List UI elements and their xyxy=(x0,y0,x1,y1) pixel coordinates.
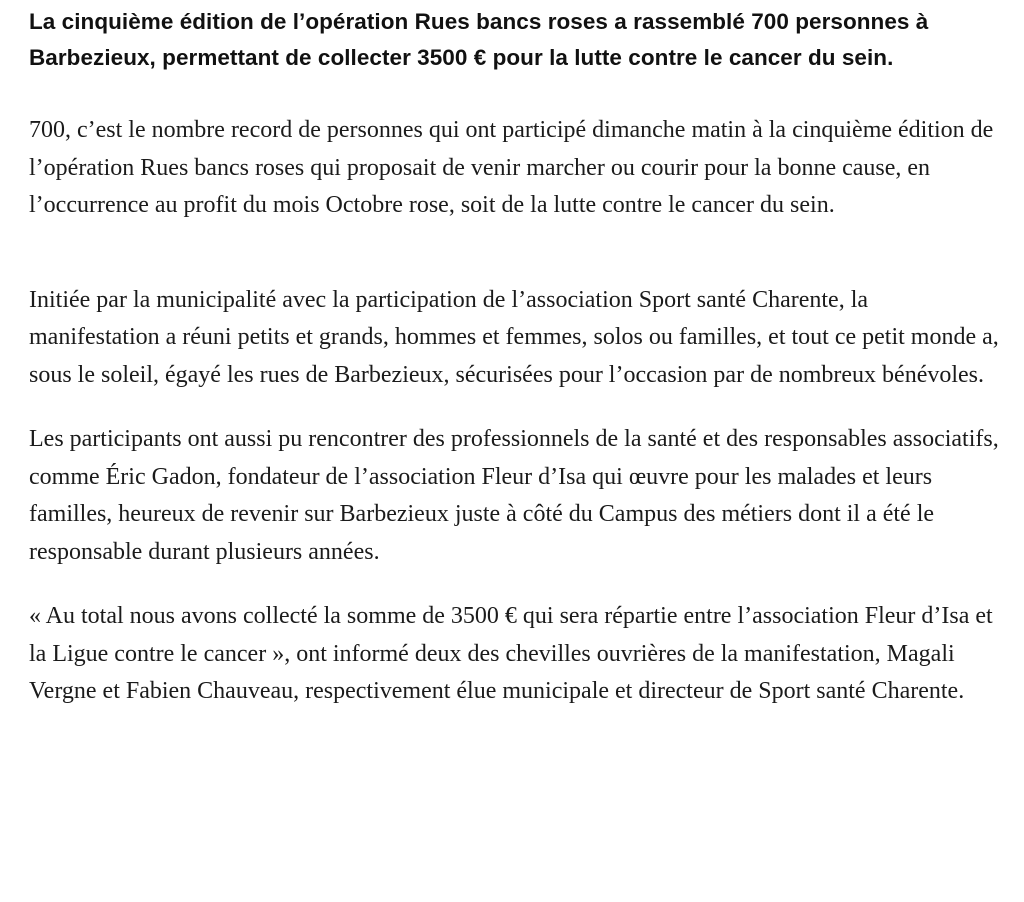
article-body xyxy=(29,0,1004,711)
article-paragraph: 700, c’est le nombre record de personnes qui ont participé dimanche matin à la cinquième édition de l’opération Rues bancs roses qui proposait de venir marcher ou courir pour la bonne cause, en l’occurrence au profit du mois Octobre rose, soit de la lutte contre le cancer du sein. xyxy=(29,117,994,218)
article-lede: La cinquième édition de l’opération Rues bancs roses a rassemblé 700 personnes à Barbezieux, permettant de collecter 3500 € pour la lutte contre le cancer du sein. xyxy=(29,9,929,70)
article-paragraph: Les participants ont aussi pu rencontrer des professionnels de la santé et des responsables associatifs, comme Éric Gadon, fondateur de l’association Fleur d’Isa qui œuvre pour les malades et leurs familles, heureux de revenir sur Barbezieux juste à côté du Campus des métiers dont il a été le responsable durant plusieurs années. xyxy=(29,426,999,565)
article-paragraph: « Au total nous avons collecté la somme de 3500 € qui sera répartie entre l’association Fleur d’Isa et la Ligue contre le cancer », ont informé deux des chevilles ouvrières de la manifestation, Magali Vergne et Fabien Chauveau, respectivement élue municipale et directeur de Sport santé Charente. xyxy=(29,603,993,704)
article-paragraph: Initiée par la municipalité avec la participation de l’association Sport santé Charente, la manifestation a réuni petits et grands, hommes et femmes, solos ou familles, et tout ce petit monde a, sous le soleil, égayé les rues de Barbezieux, sécurisées pour l’occasion par de nombreux bénévoles. xyxy=(29,286,999,388)
